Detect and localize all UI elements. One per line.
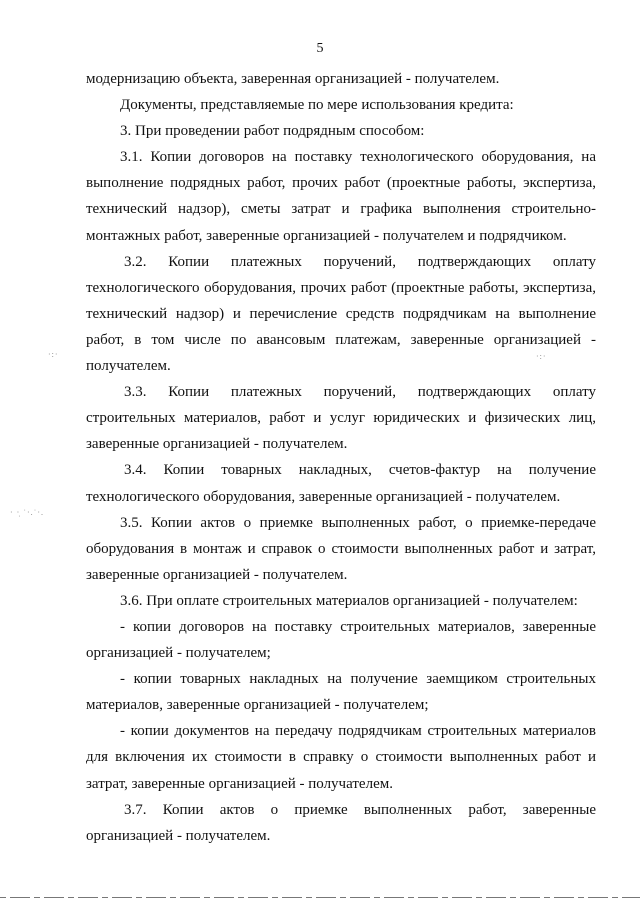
- paragraph-section-3: 3. При проведении работ подрядным способом:: [120, 123, 425, 140]
- document-body: [86, 66, 596, 849]
- page-number: 5: [316, 41, 324, 56]
- paragraph-documents-heading: Документы, представляемые по мере использования кредита:: [120, 97, 514, 114]
- paragraph-3-4: 3.4. Копии товарных накладных, счетов-фактур на получение технологического оборудования, заверенные организацией - получателем.: [86, 462, 596, 505]
- paragraph-3-1: 3.1. Копии договоров на поставку технологического оборудования, на выполнение подрядных работ, прочих работ (проектные работы, экспертиза, технический надзор), сметы затрат и графика выполнения строительно-монтажных работ, заверенные организацией - получателем и подрядчиком.: [86, 149, 596, 244]
- list-item-contracts: - копии договоров на поставку строительных материалов, заверенные организацией - получателем;: [86, 618, 596, 662]
- paragraph-3-2: 3.2. Копии платежных поручений, подтверждающих оплату технологического оборудования, прочих работ (проектные работы, экспертиза, технический надзор) и перечисление средств подрядчикам на выполнение работ, в том числе по авансовым платежам, заверенные организацией - получателем.: [86, 253, 596, 375]
- paragraph-3-3: 3.3. Копии платежных поручений, подтверждающих оплату строительных материалов, работ и услуг юридических и физических лиц, заверенные организацией - получателем.: [86, 384, 596, 453]
- scan-edge-line: [0, 897, 640, 898]
- scan-artifact: ·:·: [48, 350, 59, 359]
- paragraph-3-5: 3.5. Копии актов о приемке выполненных работ, о приемке-передаче оборудования в монтаж и справок о стоимости выполненных работ и затрат, заверенные организацией - получателем.: [86, 514, 596, 583]
- scan-artifact: ·:·: [536, 352, 547, 361]
- paragraph-continuation: модернизацию объекта, заверенная организацией - получателем.: [86, 71, 500, 87]
- list-item-transfer-documents: - копии документов на передачу подрядчикам строительных материалов для включения их стоимости в справку о стоимости выполненных работ и затрат, заверенные организацией - получателем.: [86, 723, 596, 792]
- list-item-invoices: - копии товарных накладных на получение заемщиком строительных материалов, заверенные организацией - получателем;: [86, 671, 596, 714]
- scan-artifact: · ·̣ ˙·.˙·.: [10, 508, 44, 517]
- paragraph-3-7: 3.7. Копии актов о приемке выполненных работ, заверенные организацией - получателем.: [86, 801, 596, 844]
- paragraph-3-6: 3.6. При оплате строительных материалов организацией - получателем:: [120, 592, 578, 609]
